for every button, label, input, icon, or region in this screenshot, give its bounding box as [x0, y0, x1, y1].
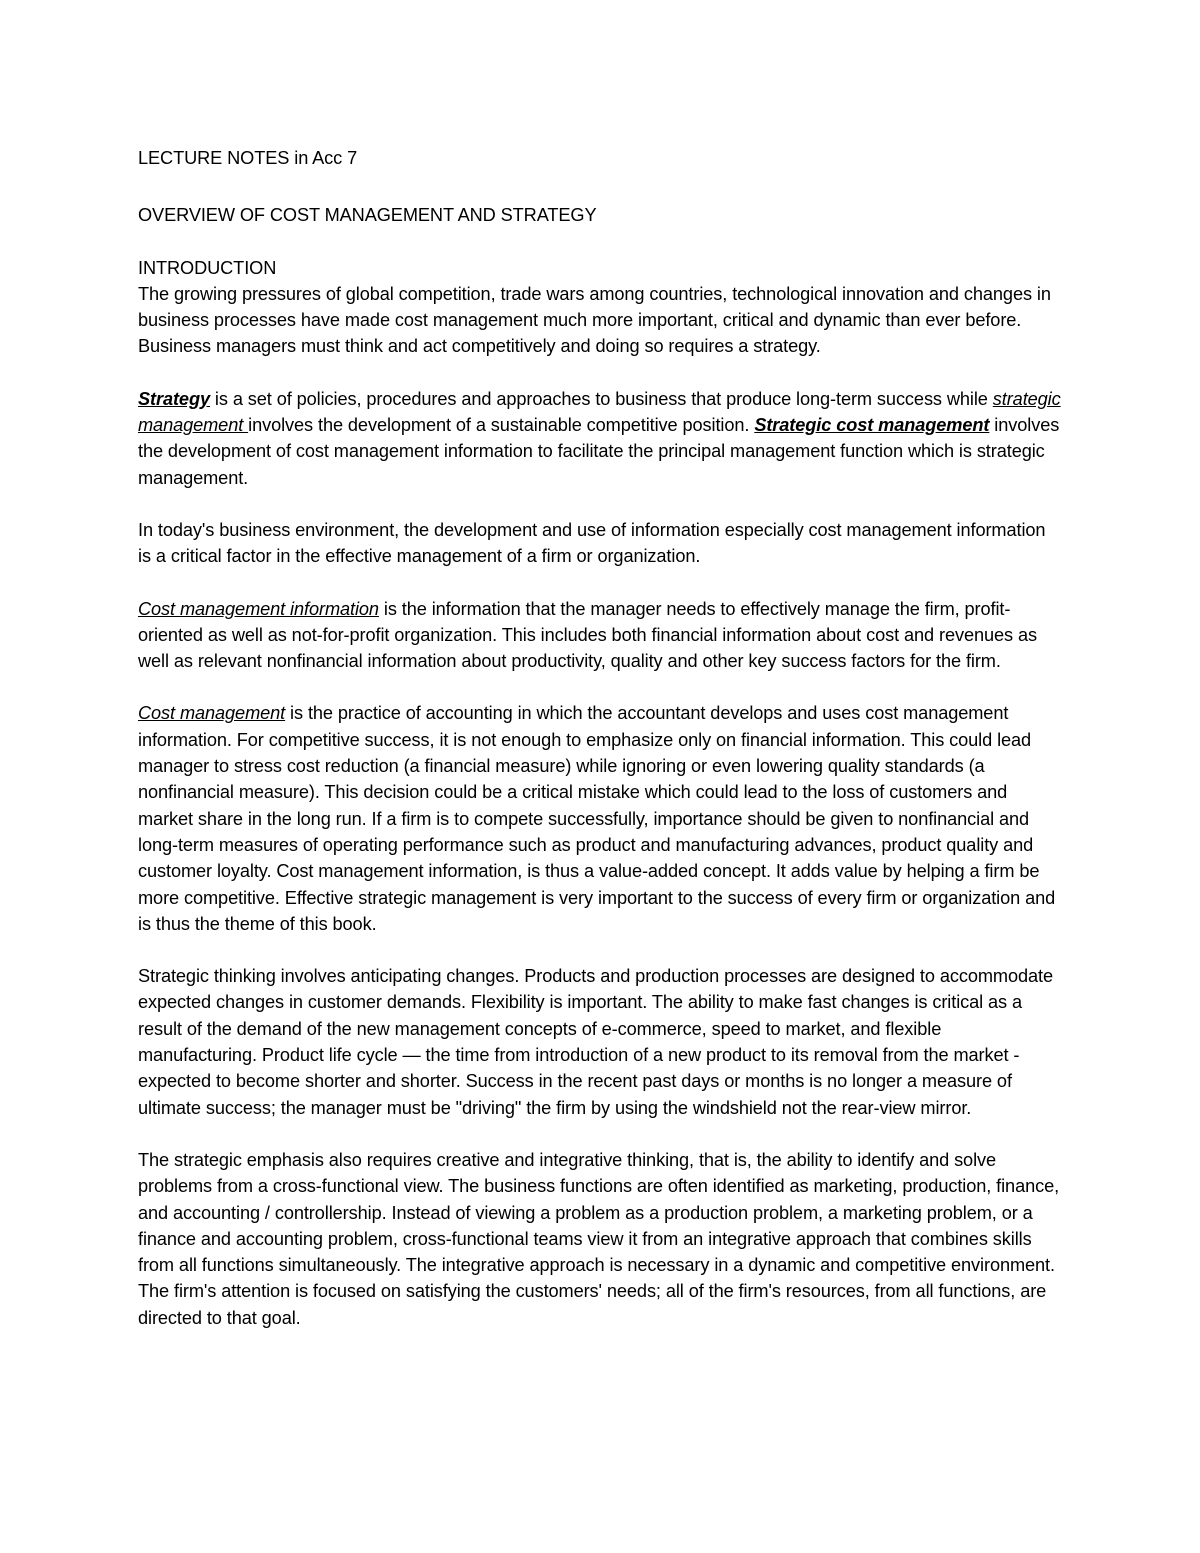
todays-environment-paragraph: In today's business environment, the development and use of information especially cost management information is a critical factor in the effective management of a firm or organization.	[138, 519, 1046, 567]
section-title: OVERVIEW OF COST MANAGEMENT AND STRATEGY	[138, 205, 597, 226]
strategic-emphasis-paragraph: The strategic emphasis also requires creative and integrative thinking, that is, the ability to identify and solve problems from a cross-functional view. The business functions are often identified as marketing, production, finance, and accounting / controllership. Instead of viewing a problem as a production problem, a marketing problem, or a finance and accounting problem, cross-functional teams view it from an integrative approach that combines skills from all functions simultaneously. The integrative approach is necessary in a dynamic and competitive environment. The firm's attention is focused on satisfying the customers' needs; all of the firm's resources, from all functions, are directed to that goal.	[138, 1149, 1060, 1328]
cmi-text: is the information that the manager needs to effectively manage the firm, profit-oriented as well as not-for-profit organization. This includes both financial information about cost and revenues as well as relevant nonfinancial information about productivity, quality and other key success factors for the firm.	[138, 598, 1037, 672]
strategy-text-1: is a set of policies, procedures and approaches to business that produce long-term success while	[209, 388, 993, 409]
cm-text: is the practice of accounting in which the accountant develops and uses cost management information. For competitive success, it is not enough to emphasize only on financial information. This could lead manager to stress cost reduction (a financial measure) while ignoring or even lowering quality standards (a nonfinancial measure). This decision could be a critical mistake which could lead to the loss of customers and market share in the long run. If a firm is to compete successfully, importance should be given to nonfinancial and long-term measures of operating performance such as product and manufacturing advances, product quality and customer loyalty. Cost management information, is thus a value-added concept. It adds value by helping a firm be more competitive. Effective strategic management is very important to the success of every firm or organization and is thus the theme of this book.	[138, 703, 1056, 934]
term-strategic-cost-management: Strategic cost management	[754, 415, 990, 436]
document-page	[138, 145, 1063, 1331]
term-cost-management-information: Cost management information	[138, 598, 379, 619]
lecture-title: LECTURE NOTES in Acc 7	[138, 148, 358, 168]
intro-heading: INTRODUCTION	[138, 257, 277, 278]
strategic-thinking-paragraph: Strategic thinking involves anticipating changes. Products and production processes are designed to accommodate expected changes in customer demands. Flexibility is important. The ability to make fast changes is critical as a result of the demand of the new management concepts of e-commerce, speed to market, and flexible manufacturing. Product life cycle — the time from introduction of a new product to its removal from the market - expected to become shorter and shorter. Success in the recent past days or months is no longer a measure of ultimate success; the manager must be "driving" the firm by using the windshield not the rear-view mirror.	[138, 966, 1053, 1118]
term-strategy: Strategy	[138, 388, 210, 409]
strategy-text-3: involves the development of cost management information to facilitate the principal management function which is strategic management.	[138, 415, 1060, 488]
spacer	[138, 229, 1063, 255]
cost-management-paragraph	[138, 700, 1063, 937]
intro-paragraph: The growing pressures of global competition, trade wars among countries, technological innovation and changes in business processes have made cost management much more important, critical and dynamic than ever before. Business managers must think and act competitively and doing so requires a strategy.	[138, 283, 1051, 357]
term-cost-management: Cost management	[138, 703, 286, 724]
spacer	[138, 171, 1063, 202]
strategy-paragraph	[138, 386, 1063, 491]
cost-management-information-paragraph	[138, 596, 1063, 675]
strategy-text-2: involves the development of a sustainable competitive position.	[248, 415, 755, 436]
term-strategic-management: strategic management	[138, 388, 1061, 436]
